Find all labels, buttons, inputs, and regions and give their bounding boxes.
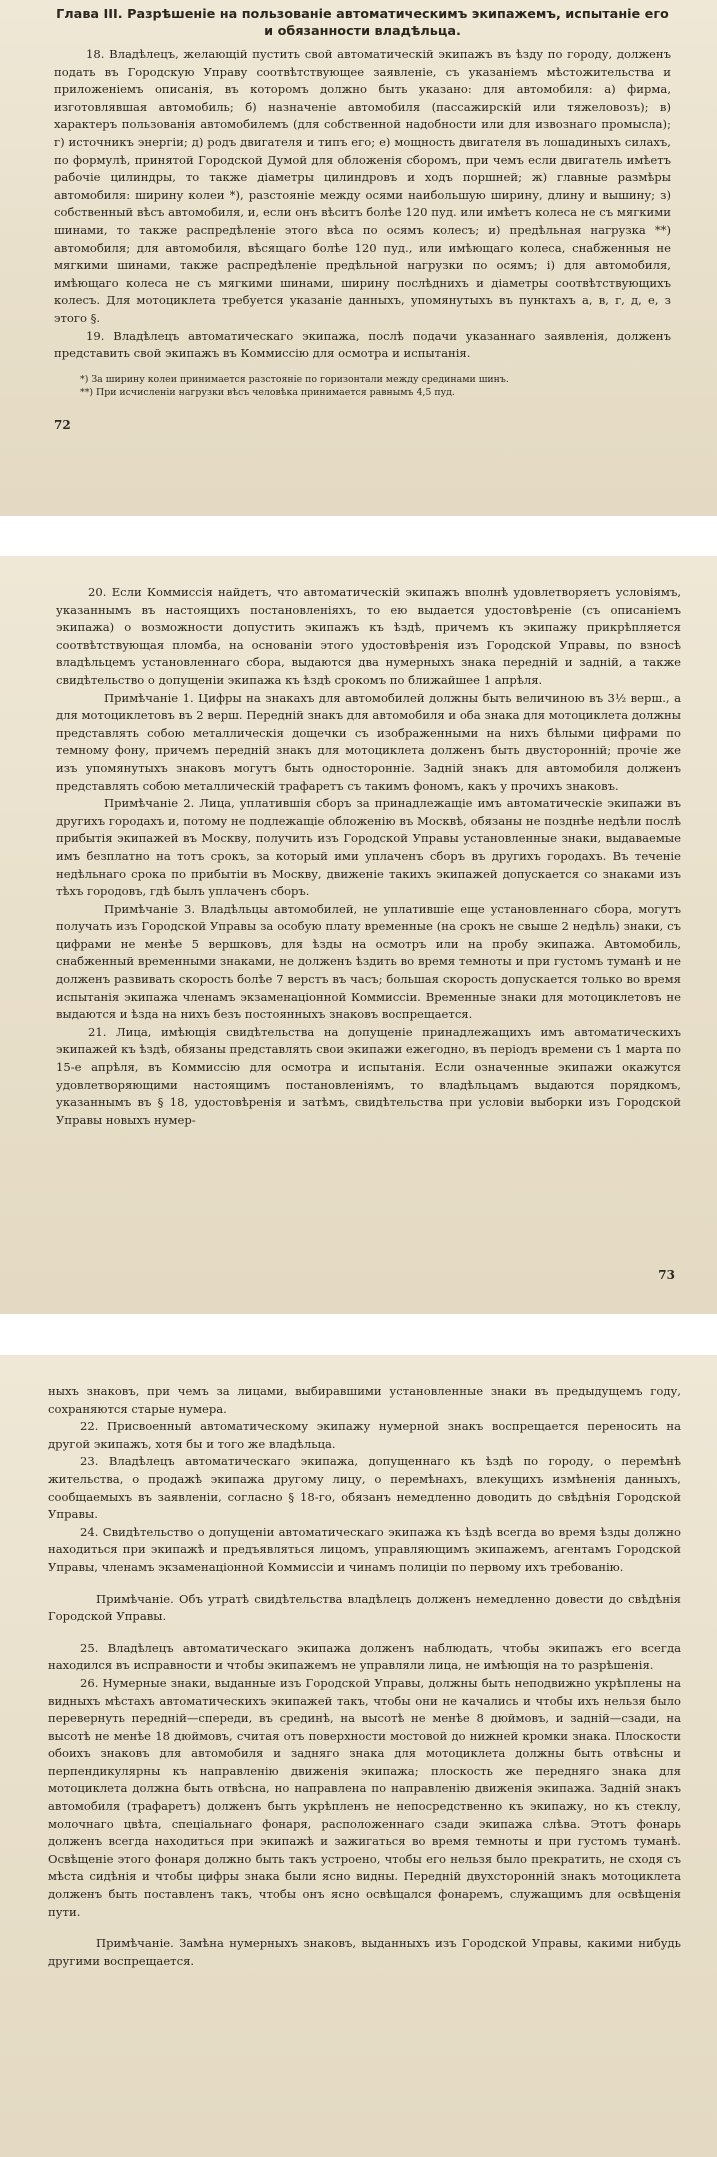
- section-21-continued: ныхъ знаковъ, при чемъ за лицами, выбиравшими установленные знаки въ предыдущемъ году, сохраняются старые нумера.: [48, 1384, 681, 1416]
- footnote-1: *) За ширину колеи принимается разстояніе по горизонтали между срединами шинъ.: [80, 373, 509, 385]
- note-1: Примѣчаніе 1. Цифры на знакахъ для автомобилей должны быть величиною въ 3½ верш., а для мотоциклетовъ въ 2 верш. Передній знакъ для автомобиля и оба знака для мотоциклета должны представлять собою металлическія дощечки съ изображенными на нихъ бѣлыми цифрами по темному фону, причемъ передній знакъ для мотоциклета долженъ быть двусторонній; прочіе же изъ упомянутыхъ знаковъ могутъ быть односторонніе. Задній знакъ для автомобиля долженъ представлять собою металлическій трафаретъ съ такимъ фономъ, какъ у прочихъ знаковъ.: [56, 690, 681, 793]
- page-number: 72: [54, 417, 71, 432]
- chapter-heading: Глава III. Разрѣшеніе на пользованіе автоматическимъ экипажемъ, испытаніе его и обязанности владѣльца.: [56, 7, 669, 39]
- section-25: 25. Владѣлецъ автоматическаго экипажа долженъ наблюдать, чтобы экипажъ его всегда находился въ исправности и чтобы экипажемъ не управляли лица, не имѣющія на то разрѣшенія.: [48, 1640, 681, 1673]
- footnotes: [54, 373, 671, 399]
- section-20: 20. Если Коммиссія найдетъ, что автоматическій экипажъ вполнѣ удовлетворяетъ условіямъ, указаннымъ въ настоящихъ постановленіяхъ, то ею выдается удостовѣреніе (съ описаніемъ экипажа) о возможности допустить экипажъ къ ѣздѣ, причемъ къ экипажу прикрѣпляется соотвѣтствующая пломба, на основаніи этого удостовѣренія изъ Городской Управы, по взносѣ владѣльцемъ установленнаго сбора, выдаются два нумерныхъ знака передній и задній, а также свидѣтельство о допущеніи экипажа къ ѣздѣ срокомъ по ближайшее 1 апрѣля.: [56, 585, 681, 687]
- section-21: 21. Лица, имѣющія свидѣтельства на допущеніе принадлежащихъ имъ автоматическихъ экипажей къ ѣздѣ, обязаны представлять свои экипажи ежегодно, въ періодъ времени съ 1 марта по 15-е апрѣля, въ Коммиссію для осмотра и испытанія. Если означенные экипажи окажутся удовлетворяющими настоящимъ постановленіямъ, то владѣльцамъ выдаются порядкомъ, указаннымъ въ § 18, удостовѣренія и затѣмъ, свидѣтельства при условіи выборки изъ Городской Управы новыхъ нумер-: [56, 1024, 681, 1127]
- section-19: 19. Владѣлецъ автоматическаго экипажа, послѣ подачи указаннаго заявленія, долженъ представить свой экипажъ въ Коммиссію для осмотра и испытанія.: [54, 328, 671, 361]
- section-23: 23. Владѣлецъ автоматическаго экипажа, допущеннаго къ ѣздѣ по городу, о перемѣнѣ жительства, о продажѣ экипажа другому лицу, о перемѣнахъ, влекущихъ измѣненія данныхъ, сообщаемыхъ въ заявленіи, согласно § 18-го, обязанъ немедленно доводить до свѣдѣнія Городской Управы.: [48, 1454, 681, 1522]
- section-22: 22. Присвоенный автоматическому экипажу нумерной знакъ воспрещается переносить на другой экипажъ, хотя бы и того же владѣльца.: [48, 1419, 681, 1451]
- page-number: 73: [658, 1268, 675, 1282]
- page-74: [0, 1355, 717, 2157]
- page-73: [0, 556, 717, 1314]
- note-3: Примѣчаніе 3. Владѣльцы автомобилей, не уплатившіе еще установленнаго сбора, могутъ получать изъ Городской Управы за особую плату временные (на срокъ не свыше 2 недѣль) знаки, съ цифрами не менѣе 5 вершковъ, для ѣзды на осмотръ или на пробу экипажа. Автомобиль, снабженный временными знаками, не долженъ ѣздить во время темноты и при густомъ туманѣ и не долженъ развивать скорость болѣе 7 верстъ въ часъ; большая скорость допускается только во время испытанія экипажа членамъ экзаменаціонной Коммиссіи. Временные знаки для мотоциклетовъ не выдаются и ѣзда на нихъ безъ постоянныхъ знаковъ воспрещается.: [56, 901, 681, 1022]
- note-2: Примѣчаніе 2. Лица, уплатившія сборъ за принадлежащіе имъ автоматическіе экипажи въ другихъ городахъ и, потому не подлежащіе обложенію въ Москвѣ, обязаны не позднѣе недѣли послѣ прибытія экипажей въ Москву, получить изъ Городской Управы установленные знаки, выдаваемые имъ безплатно на тотъ срокъ, за который ими уплаченъ сборъ въ другихъ городахъ. Въ теченіе недѣльнаго срока по прибытіи въ Москву, движеніе такихъ экипажей допускается со знаками изъ тѣхъ городовъ, гдѣ былъ уплаченъ сборъ.: [56, 796, 681, 899]
- note-24: Примѣчаніе. Объ утратѣ свидѣтельства владѣлецъ долженъ немедленно довести до свѣдѣнія Городской Управы.: [48, 1591, 681, 1624]
- page-72: [0, 0, 717, 516]
- footnote-2: **) При исчисленіи нагрузки вѣсъ человѣка принимается равнымъ 4,5 пуд.: [80, 386, 455, 398]
- section-18: 18. Владѣлецъ, желающій пустить свой автоматическій экипажъ въ ѣзду по городу, долженъ подать въ Городскую Управу соотвѣтствующее заявленіе, съ указаніемъ мѣстожительства и приложеніемъ описанія, въ которомъ должно быть указано: для автомобиля: а) фирма, изготовлявшая автомобиль; б) назначеніе автомобиля (пассажирскій или тяжеловозъ); в) характеръ пользованія автомобилемъ (для собственной надобности или для извознаго промысла); г) источникъ энергіи; д) родъ двигателя и типъ его; е) мощность двигателя въ лошадиныхъ силахъ, по формулѣ, принятой Городской Думой для обложенія сборомъ, при чемъ если двигатель имѣетъ рабочіе цилиндры, то также діаметры цилиндровъ и ходъ поршней; ж) главные размѣры автомобиля: ширину колеи *), разстояніе между осями наибольшую ширину, длину и вышину; з) собственный вѣсъ автомобиля, и, если онъ вѣситъ болѣе 120 пуд. или имѣетъ колеса не съ мягкими шинами, то также распредѣленіе этого вѣса по осямъ колесъ; и) предѣльная нагрузка **) автомобиля; для автомобиля, вѣсящаго болѣе 120 пуд., или имѣющаго колеса, снабженныя не мягкими шинами, также распредѣленіе предѣльной нагрузки по осямъ; і) для автомобиля, имѣющаго колеса не съ мягкими шинами, ширину послѣднихъ и діаметры соотвѣтствующихъ колесъ. Для мотоциклета требуется указаніе данныхъ, упомянутыхъ въ пунктахъ а, в, г, д, е, з этого §.: [54, 47, 671, 325]
- section-26: 26. Нумерные знаки, выданные изъ Городской Управы, должны быть неподвижно укрѣплены на видныхъ мѣстахъ автоматическихъ экипажей такъ, чтобы они не качались и чтобы ихъ нельзя было перевернуть передній—спереди, въ срединѣ, на высотѣ не менѣе 8 дюймовъ, и задній—сзади, на высотѣ не менѣе 18 дюймовъ, считая отъ поверхности мостовой до нижней кромки знака. Плоскости обоихъ знаковъ для автомобиля и задняго знака для мотоциклета должны быть отвѣсны и перпендикулярны къ направленію движенія экипажа; плоскость же передняго знака для мотоциклета должна быть отвѣсна, но направлена по направленію движенія экипажа. Задній знакъ автомобиля (трафаретъ) долженъ быть укрѣпленъ не непосредственно къ экипажу, но къ стеклу, молочнаго цвѣта, спеціальнаго фонаря, расположеннаго сзади экипажа слѣва. Этотъ фонарь долженъ всегда находиться при экипажѣ и зажигаться во время темноты и при густомъ туманѣ. Освѣщеніе этого фонаря должно быть такъ устроено, чтобы его нельзя было прекратить, не сходя съ мѣста сидѣнія и чтобы цифры знака были ясно видны. Передній двухсторонній знакъ мотоциклета долженъ быть поставленъ такъ, чтобы онъ ясно освѣщался фонаремъ, служащимъ для освѣщенія пути.: [48, 1675, 681, 1919]
- note-26: Примѣчаніе. Замѣна нумерныхъ знаковъ, выданныхъ изъ Городской Управы, какими нибудь другими воспрещается.: [48, 1936, 681, 1968]
- section-24: 24. Свидѣтельство о допущеніи автоматическаго экипажа къ ѣздѣ всегда во время ѣзды должно находиться при экипажѣ и предъявляться лицомъ, управляющимъ экипажемъ, агентамъ Городской Управы, членамъ экзаменаціонной Коммиссіи и чинамъ полиціи по первому ихъ требованію.: [48, 1524, 681, 1574]
